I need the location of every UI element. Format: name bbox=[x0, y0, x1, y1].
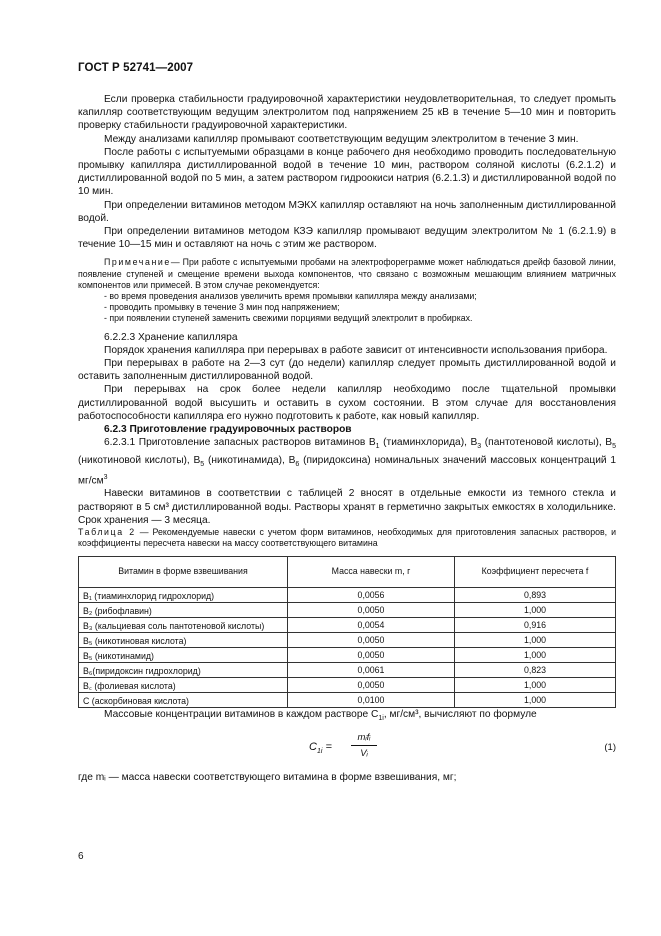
table-cell: B₅ (никотиновая кислота) bbox=[79, 632, 288, 647]
table-cell: 1,000 bbox=[455, 602, 616, 617]
table-cell: B₅ (никотинамид) bbox=[79, 647, 288, 662]
subscript: 1i bbox=[316, 748, 323, 756]
column-header: Коэффициент пересчета f bbox=[455, 556, 616, 587]
table-cell: B꜀ (фолиевая кислота) bbox=[79, 677, 288, 692]
page-number: 6 bbox=[78, 851, 84, 862]
table-cell: 1,000 bbox=[455, 632, 616, 647]
formula-numerator: mᵢfᵢ bbox=[351, 731, 377, 746]
formula-fraction bbox=[351, 731, 377, 760]
note-block bbox=[78, 257, 616, 324]
table-cell: 1,000 bbox=[455, 647, 616, 662]
table-cell: B₆(пиридоксин гидрохлорид) bbox=[79, 662, 288, 677]
paragraph: Между анализами капилляр промывают соответствующим ведущим электролитом в течение 3 мин. bbox=[104, 133, 579, 145]
table-row bbox=[79, 617, 616, 632]
paragraph: При определении витаминов методом КЗЭ капилляр промывают ведущим электролитом № 1 (6.2.1.9) в течение 10—15 мин и оставляют на ночь с этим же раствором. bbox=[78, 226, 616, 251]
text-run: (пантотеновой кислоты), В bbox=[481, 437, 613, 449]
subscript: 5 bbox=[612, 443, 616, 451]
subscript: 1 bbox=[375, 443, 380, 451]
note-item: - при появлении ступеней заменить свежими порциями ведущий электролит в пробирках. bbox=[104, 313, 473, 324]
text-run: 6.2.3.1 Приготовление запасных растворов витаминов В bbox=[104, 437, 376, 449]
formula-lhs: $C_{1i}$ = bbox=[309, 741, 332, 756]
text-run: (никотинамида), В bbox=[204, 454, 296, 466]
column-header: Масса навески m, г bbox=[288, 556, 455, 587]
text-run: (пиридоксина) номинальных значений массовых концентраций 1 мг/см bbox=[78, 454, 616, 487]
note-paragraph bbox=[78, 257, 616, 291]
paragraph: При определении витаминов методом МЭКХ капилляр оставляют на ночь заполненным дистиллированной водой. bbox=[78, 199, 616, 224]
table-cell: 1,000 bbox=[455, 692, 616, 707]
note-item: - проводить промывку в течение 3 мин под напряжением; bbox=[104, 302, 340, 313]
subscript: 3 bbox=[477, 443, 482, 451]
table-cell: 0,0050 bbox=[288, 632, 455, 647]
table-header-row bbox=[79, 556, 616, 587]
table-cell: 0,0061 bbox=[288, 662, 455, 677]
document-body bbox=[78, 93, 616, 784]
table-cell: 0,0050 bbox=[288, 647, 455, 662]
subscript: 1i bbox=[378, 714, 384, 722]
paragraph: Навески витаминов в соответствии с таблицей 2 вносят в отдельные емкости из темного стекла и растворяют в 5 см³ дистиллированной воды. Растворы хранят в герметично закрытых емкостях в холодильнике. Срок хранения — 3 месяца. bbox=[78, 488, 616, 526]
vitamins-table bbox=[78, 556, 616, 708]
table-row bbox=[79, 587, 616, 602]
note-text: — При работе с испытуемыми пробами на электрофореграмме может наблюдаться дрейф базовой линии, появление ступеней и смещение времени выхода компонентов, что связано с возможным мешающим влиянием матричных компонентов или примесей. В этом случае рекомендуется: bbox=[78, 257, 616, 290]
text-run: Массовые концентрации витаминов в каждом растворе C bbox=[104, 708, 379, 720]
paragraph: Порядок хранения капилляра при перерывах в работе зависит от интенсивности использования прибора. bbox=[104, 344, 608, 356]
paragraph: Если проверка стабильности градуировочной характеристики неудовлетворительная, то следует промыть капилляр соответствующим ведущим электролитом под напряжением 25 кВ в течение 5—10 мин и повторить проверку стабильности градуировочной характеристики. bbox=[78, 94, 616, 132]
paragraph: После работы с испытуемыми образцами в конце рабочего дня необходимо проводить последовательную промывку капилляра дистиллированной водой в течение 10 мин, раствором соляной кислоты (6.2.1.2) и дистиллированной водой по 5 мин, а затем раствором гидроокиси натрия (6.2.1.3) и дистиллированной водой по 10 мин. bbox=[78, 146, 616, 198]
paragraph: При перерывах в работе на 2—3 сут (до недели) капилляр следует промыть дистиллированной водой и оставить заполненным дистиллированной водой. bbox=[78, 358, 616, 383]
table-row bbox=[79, 677, 616, 692]
text-run: , мг/см³, вычисляют по формуле bbox=[383, 708, 537, 720]
paragraph bbox=[78, 436, 616, 487]
table-cell: B₂ (рибофлавин) bbox=[79, 602, 288, 617]
subscript: 6 bbox=[295, 460, 300, 468]
table-cell: 0,893 bbox=[455, 587, 616, 602]
text-run: (никотиновой кислоты), В bbox=[78, 454, 201, 466]
table-caption bbox=[78, 527, 616, 550]
table-cell: 0,823 bbox=[455, 662, 616, 677]
table-cell: 0,916 bbox=[455, 617, 616, 632]
table-cell: 0,0056 bbox=[288, 587, 455, 602]
column-header: Витамин в форме взвешивания bbox=[79, 556, 288, 587]
note-item: - во время проведения анализов увеличить время промывки капилляра между анализами; bbox=[104, 291, 477, 302]
formula-denominator: Vᵢ bbox=[360, 748, 368, 760]
table-caption-label: Таблица 2 bbox=[78, 526, 136, 537]
table-cell: B₃ (кальциевая соль пантотеновой кислоты) bbox=[79, 617, 288, 632]
table-row bbox=[79, 692, 616, 707]
table-cell: 0,0100 bbox=[288, 692, 455, 707]
note-label: Примечание bbox=[104, 257, 171, 268]
formula-symbol: C bbox=[309, 741, 317, 753]
formula-intro bbox=[78, 708, 616, 725]
superscript: 3 bbox=[103, 473, 108, 481]
table-row bbox=[79, 662, 616, 677]
where-clause: где mᵢ — масса навески соответствующего витамина в форме взвешивания, мг; bbox=[78, 772, 457, 783]
formula-number: (1) bbox=[604, 742, 616, 753]
table-cell: B₁ (тиаминхлорид гидрохлорид) bbox=[79, 587, 288, 602]
table-cell: C (аскорбиновая кислота) bbox=[79, 692, 288, 707]
section-heading: 6.2.3 Приготовление градуировочных растворов bbox=[104, 424, 352, 436]
table-row bbox=[79, 632, 616, 647]
table-caption-text: — Рекомендуемые навески с учетом форм витаминов, необходимых для приготовления запасных растворов, и коэффициенты пересчета навески на массу соответствующего витамина bbox=[78, 526, 616, 549]
table-row bbox=[79, 602, 616, 617]
subscript: 5 bbox=[200, 460, 205, 468]
formula bbox=[78, 731, 616, 771]
text-run: (тиаминхлорида), В bbox=[379, 437, 478, 449]
table-row bbox=[79, 647, 616, 662]
section-heading: 6.2.2.3 Хранение капилляра bbox=[104, 331, 238, 343]
table-cell: 0,0050 bbox=[288, 677, 455, 692]
table-cell: 0,0050 bbox=[288, 602, 455, 617]
table-cell: 1,000 bbox=[455, 677, 616, 692]
document-header: ГОСТ Р 52741—2007 bbox=[78, 62, 194, 74]
table-cell: 0,0054 bbox=[288, 617, 455, 632]
paragraph: При перерывах на срок более недели капилляр необходимо после тщательной промывки дистиллированной водой высушить и оставить в сухом состоянии. В этом случае для восстановления работоспособности капилляра его нужно подготовить к работе, как новый капилляр. bbox=[78, 384, 616, 422]
